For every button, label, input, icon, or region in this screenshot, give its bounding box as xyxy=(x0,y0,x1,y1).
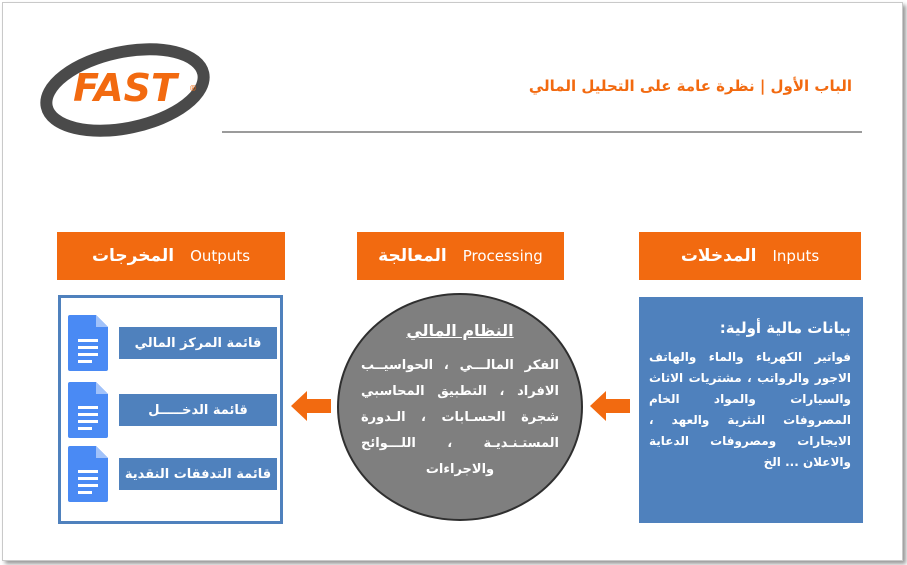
processing-circle xyxy=(337,293,583,521)
output-item-financial-position xyxy=(61,315,280,371)
outputs-panel xyxy=(58,295,283,524)
outputs-header-ar: المخرجات xyxy=(91,246,175,266)
registered-icon: ® xyxy=(189,84,197,93)
arrow-left-icon xyxy=(291,391,331,421)
inputs-header-ar: المدخلات xyxy=(680,246,757,266)
arrow-left-icon xyxy=(590,391,630,421)
outputs-header-en: Outputs xyxy=(190,247,251,265)
inputs-body: فواتير الكهرباء والماء والهاتف الاجور والرواتب ، مشتريات الاثاث والسيارات والمواد الخام المصروفات النثرية والعهد ، الايجارات ومصروفات الدعاية والاعلان ... الخ xyxy=(649,350,851,469)
inputs-header xyxy=(639,232,861,280)
processing-header-ar: المعالجة xyxy=(378,246,447,266)
inputs-title: بيانات مالية أولية: xyxy=(719,319,851,337)
header-divider xyxy=(222,131,862,133)
document-icon xyxy=(68,315,108,371)
output-label: قائمة التدفقات النقدية xyxy=(119,458,277,490)
document-icon xyxy=(68,446,108,502)
outputs-header xyxy=(57,232,285,280)
slide-frame xyxy=(2,2,903,561)
output-item-cash-flows xyxy=(61,446,280,502)
processing-title: النظام المالي xyxy=(406,321,514,340)
page-title: الباب الأول | نظرة عامة على التحليل المالي xyxy=(528,77,852,95)
output-item-income xyxy=(61,382,280,438)
processing-header xyxy=(357,232,564,280)
processing-body: الفكر المالـــي ، الحواسيــب الافراد ، التطبيق المحاسبي شجرة الحسـابات ، الـدورة المستـنـديـة ، اللـــوائح والاجراءات xyxy=(361,358,559,477)
processing-header-en: Processing xyxy=(462,247,543,265)
logo-text: FAST xyxy=(73,66,177,110)
output-label: قائمة المركز المالي xyxy=(119,327,277,359)
inputs-panel xyxy=(639,297,863,523)
inputs-header-en: Inputs xyxy=(772,247,820,265)
document-icon xyxy=(68,382,108,438)
output-label: قائمة الدخـــــل xyxy=(119,394,277,426)
fast-logo xyxy=(37,41,213,139)
